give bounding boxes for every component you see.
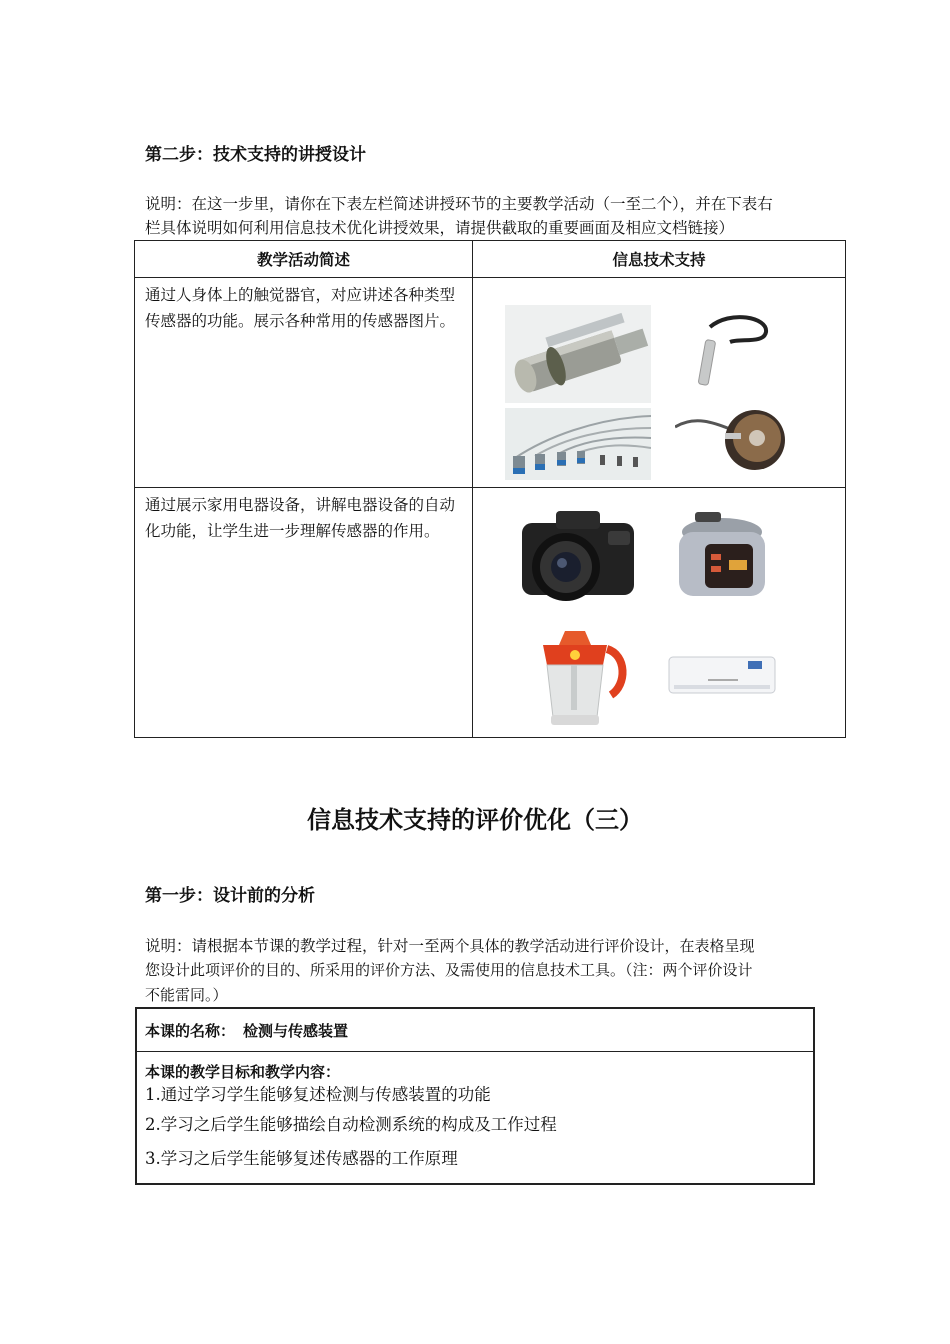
cable-pressure-sensor-image: [690, 312, 770, 387]
header-activity: 教学活动简述: [135, 241, 473, 278]
step2-title: 第二步：技术支持的讲授设计: [145, 145, 366, 165]
rotary-encoder-image: [675, 405, 790, 475]
step2-note-line2: 栏具体说明如何利用信息技术优化讲授效果，请提供截取的重要画面及相应文档链接）: [145, 219, 735, 237]
goal-item-1: 1.通过学习学生能够复述检测与传感装置的功能: [145, 1085, 491, 1104]
course-name-value: 检测与传感装置: [243, 1021, 349, 1040]
juicer-blender-image: [525, 625, 630, 730]
goal-item-3: 3.学习之后学生能够复述传感器的工作原理: [145, 1149, 458, 1168]
row2-activity: [135, 488, 473, 738]
row1-activity: [135, 278, 473, 488]
header-it-support: 信息技术支持: [473, 241, 846, 278]
course-info-table: [135, 1007, 815, 1185]
section-title: 信息技术支持的评价优化（三）: [307, 806, 643, 834]
pressure-cooker-image: [665, 510, 780, 605]
step1-note-line2: 您设计此项评价的目的、所采用的评价方法、及需使用的信息技术工具。（注：两个评价设计: [145, 961, 753, 979]
step1-note-line3: 不能雷同。）: [145, 986, 228, 1004]
step1-title: 第一步：设计前的分析: [145, 886, 315, 906]
cylindrical-proximity-sensor-image: [505, 305, 651, 403]
step1-note-part1: 说明：请根据本节课的教学过程，针对一至: [145, 937, 440, 955]
step1-note-line1: [145, 934, 755, 958]
goals-label: 本课的教学目标和教学内容：: [145, 1063, 341, 1081]
row1-activity-text: 通过人身体上的触觉器官，对应讲述各种类型传感器的功能。展示各种常用的传感器图片。: [145, 286, 456, 330]
course-name-row: [137, 1009, 813, 1052]
step1-note-part1b: 两个具体的教学活动进行评价设计，在表格呈现: [439, 937, 755, 955]
dslr-camera-image: [518, 505, 638, 605]
air-conditioner-image: [668, 655, 776, 700]
goal-item-2: 2.学习之后学生能够描绘自动检测系统的构成及工作过程: [145, 1115, 557, 1134]
row2-activity-text: 通过展示家用电器设备，讲解电器设备的自动化功能，让学生进一步理解传感器的作用。: [145, 496, 456, 540]
course-name-label: 本课的名称：: [145, 1021, 236, 1040]
step2-note-line1: 说明：在这一步里，请你在下表左栏简述讲授环节的主要教学活动（一至二个），并在下表右: [145, 195, 773, 213]
proximity-sensor-set-image: [505, 408, 651, 480]
